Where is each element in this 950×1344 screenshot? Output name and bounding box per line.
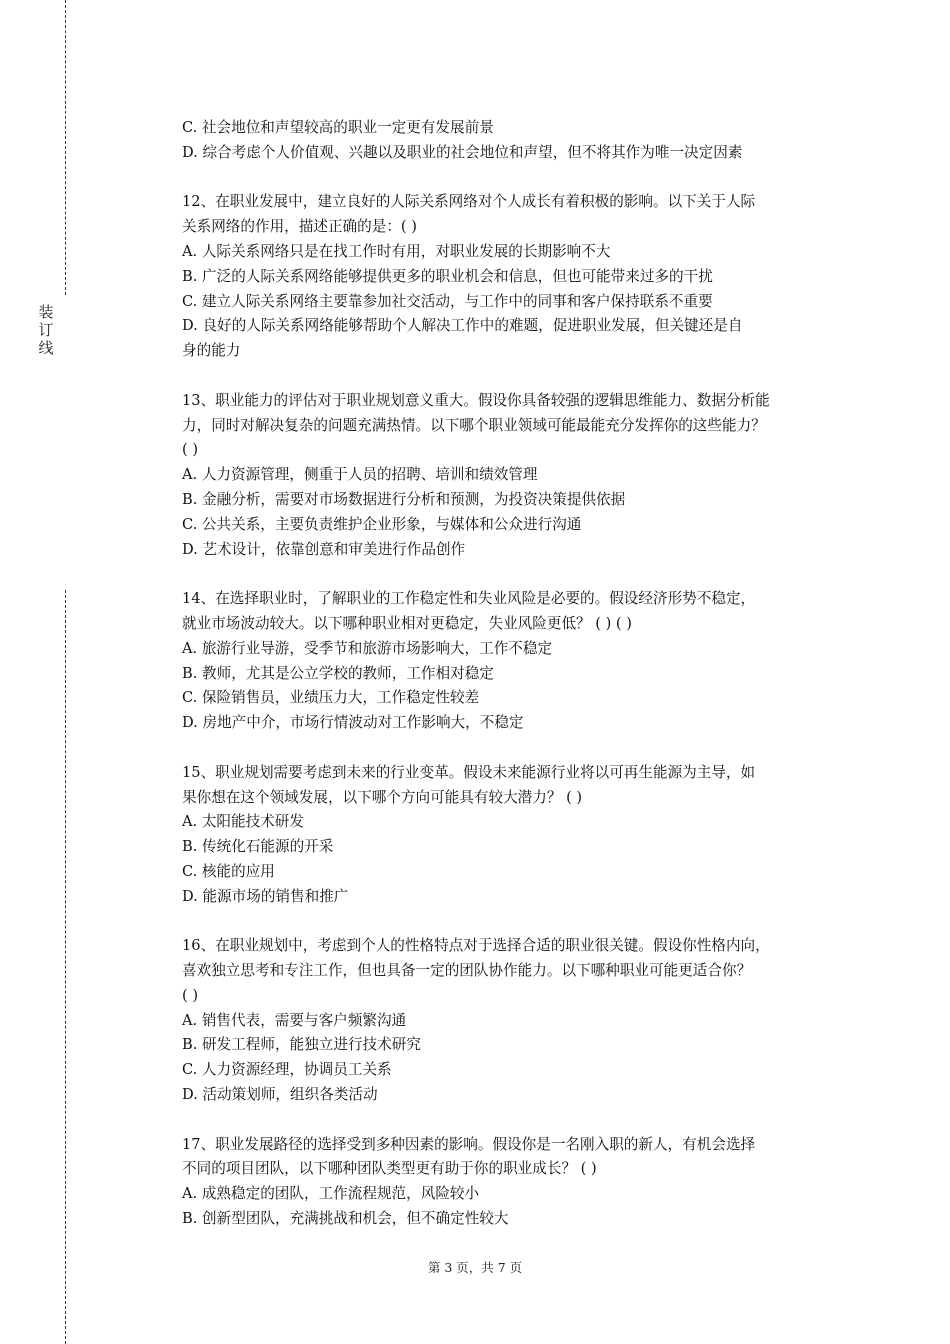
option-line: B. 金融分析，需要对市场数据进行分析和预测，为投资决策提供依据 (182, 490, 626, 508)
option-line: D. 综合考虑个人价值观、兴趣以及职业的社会地位和声望，但不将其作为唯一决定因素 (182, 143, 743, 161)
option-line: C. 社会地位和声望较高的职业一定更有发展前景 (182, 119, 494, 136)
question-stem-line: 14、在选择职业时，了解职业的工作稳定性和失业风险是必要的。假设经济形势不稳定， (182, 590, 756, 608)
question-stem-line: 15、职业规划需要考虑到未来的行业变革。假设未来能源行业将以可再生能源为主导，如 (182, 763, 756, 781)
exam-content (182, 116, 842, 1232)
option-line: D. 能源市场的销售和推广 (182, 887, 349, 905)
binding-line-label (38, 303, 54, 357)
binding-dashed-line-bottom (65, 590, 66, 1344)
question-17 (182, 1133, 842, 1232)
question-15 (182, 761, 842, 910)
question-stem-line: ( ) (182, 986, 199, 1004)
question-stem-line: 力，同时对解决复杂的问题充满热情。以下哪个职业领域可能最能充分发挥你的这些能力？ (182, 416, 766, 434)
option-line: A. 人力资源管理，侧重于人员的招聘、培训和绩效管理 (182, 466, 538, 484)
question-stem-line: 不同的项目团队，以下哪种团队类型更有助于你的职业成长？ ( ) (182, 1160, 597, 1178)
question-stem-line: 喜欢独立思考和专注工作，但也具备一定的团队协作能力。以下哪种职业可能更适合你？ (182, 962, 752, 980)
binding-char: 订 (38, 321, 54, 339)
question-13 (182, 389, 842, 563)
option-line: B. 教师，尤其是公立学校的教师，工作相对稳定 (182, 664, 494, 682)
option-line: D. 房地产中介，市场行情波动对工作影响大，不稳定 (182, 714, 524, 732)
option-line: A. 太阳能技术研发 (182, 813, 304, 831)
question-11-continued (182, 116, 842, 166)
option-line: D. 活动策划师，组织各类活动 (182, 1086, 378, 1104)
question-stem-line: 12、在职业发展中，建立良好的人际关系网络对个人成长有着积极的影响。以下关于人际 (182, 193, 756, 211)
option-line: B. 广泛的人际关系网络能够提供更多的职业机会和信息，但也可能带来过多的干扰 (182, 267, 713, 285)
option-line: D. 良好的人际关系网络能够帮助个人解决工作中的难题，促进职业发展，但关键还是自 (182, 317, 743, 335)
binding-char: 装 (38, 303, 54, 321)
option-line: C. 核能的应用 (182, 862, 275, 880)
option-line: A. 成熟稳定的团队，工作流程规范，风险较小 (182, 1185, 480, 1203)
option-line: C. 人力资源经理，协调员工关系 (182, 1061, 392, 1079)
question-stem-line: 16、在职业规划中，考虑到个人的性格特点对于选择合适的职业很关键。假设你性格内向， (182, 937, 770, 955)
question-stem-line: 13、职业能力的评估对于职业规划意义重大。假设你具备较强的逻辑思维能力、数据分析能 (182, 391, 770, 409)
question-stem-line: 果你想在这个领域发展，以下哪个方向可能具有较大潜力？ ( ) (182, 788, 583, 806)
option-line: B. 创新型团队，充满挑战和机会，但不确定性较大 (182, 1210, 509, 1228)
question-stem-line: 关系网络的作用，描述正确的是：( ) (182, 218, 417, 236)
question-16 (182, 934, 842, 1108)
binding-dashed-line-top (65, 0, 66, 295)
option-line: B. 研发工程师，能独立进行技术研究 (182, 1036, 421, 1054)
question-stem-line: ( ) (182, 441, 199, 459)
option-line: C. 公共关系，主要负责维护企业形象，与媒体和公众进行沟通 (182, 515, 582, 533)
binding-char: 线 (38, 339, 54, 357)
question-stem-line: 17、职业发展路径的选择受到多种因素的影响。假设你是一名刚入职的新人，有机会选择 (182, 1135, 756, 1153)
option-line: B. 传统化石能源的开采 (182, 838, 334, 856)
option-line: 身的能力 (182, 342, 241, 360)
option-line: A. 旅游行业导游，受季节和旅游市场影响大，工作不稳定 (182, 639, 553, 657)
question-stem-line: 就业市场波动较大。以下哪种职业相对更稳定，失业风险更低？ ( ) ( ) (182, 614, 632, 632)
question-14 (182, 587, 842, 736)
option-line: A. 销售代表，需要与客户频繁沟通 (182, 1011, 407, 1029)
option-line: C. 建立人际关系网络主要靠参加社交活动，与工作中的同事和客户保持联系不重要 (182, 292, 713, 310)
question-12 (182, 190, 842, 364)
option-line: C. 保险销售员，业绩压力大，工作稳定性较差 (182, 689, 480, 707)
page-number-footer: 第 3 页，共 7 页 (427, 1260, 523, 1275)
option-line: D. 艺术设计，依靠创意和审美进行作品创作 (182, 540, 466, 558)
option-line: A. 人际关系网络只是在找工作时有用，对职业发展的长期影响不大 (182, 242, 611, 260)
